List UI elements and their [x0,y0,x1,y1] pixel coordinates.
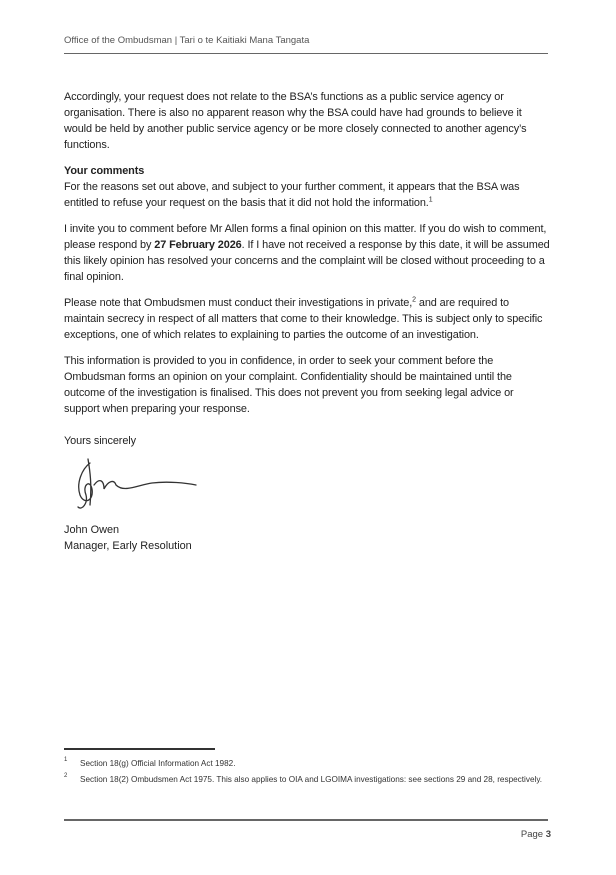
paragraph-text: . If I have not received a response by this date, it will be assumed this likely opinion has resolved your concerns and the complaint will be closed without proceeding to a final opinion. [64,239,550,283]
paragraph-bsa-functions: Accordingly, your request does not relate to the BSA’s functions as a public service agency or organisation. There is also no apparent reason why the BSA could have had grounds to believe it would be held by another public service agency or be more closely connected to another agency’s functions. [64,91,527,151]
paragraph-text: I invite you to comment before Mr Allen forms a final opinion on this matter. If you do wish to comment, please respond by [64,223,547,251]
closing: Yours sincerely [64,435,136,447]
signatory-title: Manager, Early Resolution [64,540,192,552]
signatory-name: John Owen [64,524,120,536]
response-deadline: 27 February 2026 [154,239,242,251]
footnote-ref[interactable]: 2 [412,296,416,304]
paragraph-text: For the reasons set out above, and subject to your further comment, it appears that the BSA was entitled to refuse your request on the basis that it did not hold the information. [64,181,520,209]
paragraph-text: Please note that Ombudsmen must conduct their investigations in private, [64,297,413,309]
paragraph-confidence: This information is provided to you in confidence, in order to seek your comment before the Ombudsman forms an opinion on your complaint. Confidentiality should be maintained until the outcome of the investigation is finalised. This does not prevent you from seeking legal advice or support when preparing your response. [64,355,514,415]
footnote-number: 2 [64,773,68,779]
footnote-ref[interactable]: 1 [428,196,433,204]
signatory-block [64,522,192,554]
footnote-2 [64,773,554,786]
footnote-1 [64,757,554,770]
page-number [521,829,551,840]
footnote-separator [64,748,215,750]
running-header: Office of the Ombudsman | Tari o te Kaitiaki Mana Tangata [64,35,310,46]
footer-rule [64,819,548,821]
paragraph-invite [64,221,550,285]
paragraph-text: and are required to maintain secrecy in respect of all matters that come to their knowledge. This is subject only to specific exceptions, one of which relates to explaining to parties the outcome of an investigation. [64,297,543,341]
footnote-number: 1 [64,757,68,763]
header-rule [64,53,548,54]
footnote-text: Section 18(g) Official Information Act 1982. [80,759,236,768]
paragraph-reasons [64,179,550,211]
paragraph-privacy [64,295,550,343]
page-label: Page [520,829,546,840]
letter-body [64,89,550,459]
footnote-text: Section 18(2) Ombudsmen Act 1975. This also applies to OIA and LGOIMA investigations: see sections 29 and 28, respectively. [80,775,543,784]
signature-image [68,455,203,515]
page-number-value: 3 [545,829,551,840]
section-heading-your-comments: Your comments [64,165,145,177]
